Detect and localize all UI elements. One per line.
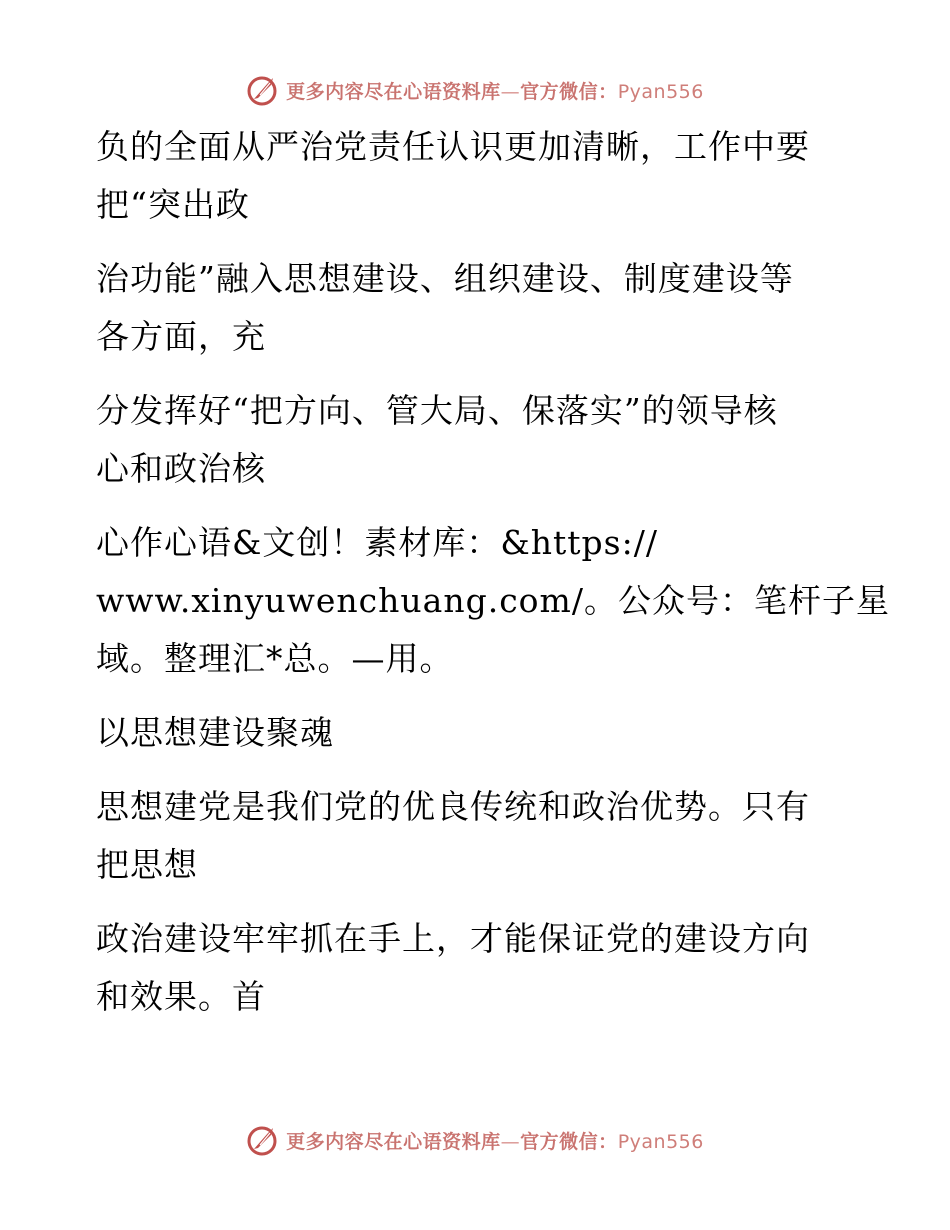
paragraph <box>96 778 836 894</box>
text-line: 以思想建设聚魂 <box>96 713 334 752</box>
text-line: 心和政治核 <box>96 449 266 488</box>
watermark-wechat-id: Pyan556 <box>617 1130 704 1153</box>
text-line: 把思想 <box>96 845 198 884</box>
text-line: 心作心语&文创！素材库：&https:// <box>96 523 658 562</box>
text-line: 政治建设牢牢抓在手上，才能保证党的建设方向 <box>96 919 810 958</box>
watermark-brand: 更多内容尽在心语资料库 <box>286 80 501 103</box>
text-line: 治功能”融入思想建设、组织建设、制度建设等 <box>96 259 794 298</box>
text-line: www.xinyuwenchuang.com/。公众号：笔杆子星 <box>96 581 890 620</box>
paragraph <box>96 910 836 1026</box>
text-line: 各方面，充 <box>96 317 266 356</box>
paragraph <box>96 382 836 498</box>
footer-watermark <box>0 1120 950 1160</box>
watermark-wechat-label: 官方微信： <box>520 80 618 103</box>
text-line: 和效果。首 <box>96 977 266 1016</box>
paragraph <box>96 250 836 366</box>
section-heading <box>96 704 836 762</box>
watermark-wechat-id: Pyan556 <box>617 80 704 103</box>
text-line: 分发挥好“把方向、管大局、保落实”的领导核 <box>96 391 778 430</box>
paragraph <box>96 118 836 234</box>
watermark-wechat-label: 官方微信： <box>520 1130 618 1153</box>
watermark-dash: — <box>500 1130 521 1153</box>
watermark-brand: 更多内容尽在心语资料库 <box>286 1130 501 1153</box>
document-body <box>96 118 890 1026</box>
text-line: 思想建党是我们党的优良传统和政治优势。只有 <box>96 787 810 826</box>
paragraph <box>96 514 890 688</box>
header-watermark <box>0 70 950 110</box>
quill-pen-circle-icon <box>246 73 280 107</box>
text-line: 把“突出政 <box>96 185 250 224</box>
watermark-text <box>286 77 704 104</box>
watermark-dash: — <box>500 80 521 103</box>
quill-pen-circle-icon <box>246 1123 280 1157</box>
watermark-text <box>286 1127 704 1154</box>
text-line: 域。整理汇*总。—用。 <box>96 639 454 678</box>
text-line: 负的全面从严治党责任认识更加清晰，工作中要 <box>96 127 810 166</box>
